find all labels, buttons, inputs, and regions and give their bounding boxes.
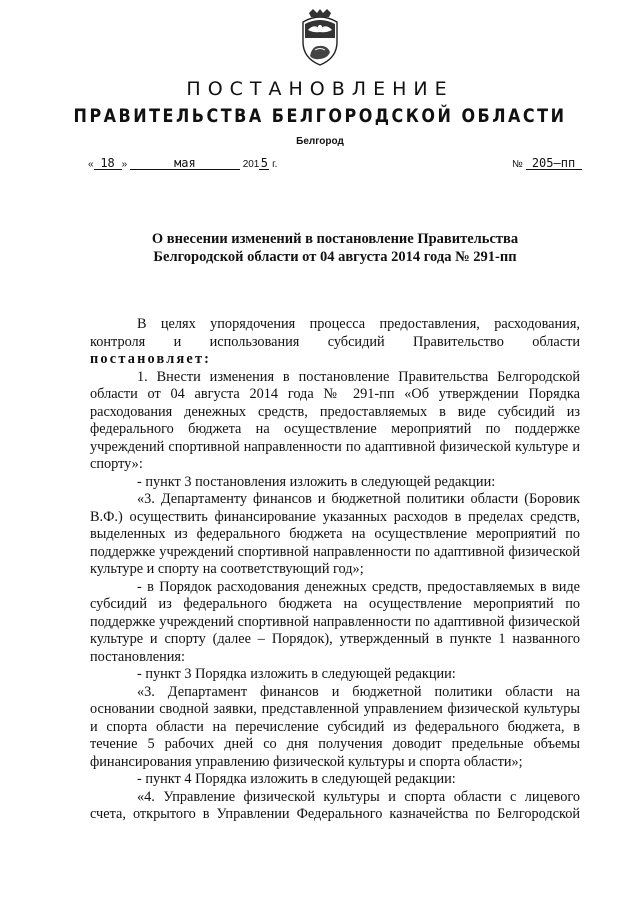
number-label: №	[512, 159, 523, 170]
paragraph-order-clause-3-intro: - пункт 3 Порядка изложить в следующей редакции:	[137, 666, 456, 682]
date-month: мая	[130, 158, 240, 170]
date-close-quote: »	[121, 159, 128, 170]
title-line-1: О внесении изменений в постановление Правительства	[151, 231, 519, 247]
document-date	[88, 158, 277, 170]
paragraph-preamble: В целях упорядочения процесса предоставления, расходования, контроля и использования субсидий Правительство области	[90, 316, 580, 350]
city-name: Белгород	[296, 136, 344, 147]
paragraph-clause-3-intro: - пункт 3 постановления изложить в следующей редакции:	[137, 473, 496, 490]
paragraph-order-clause-4-text: «4. Управление физической культуры и спорта области с лицевого счета, открытого в Управлении Федерального казначейства по Белгородской	[90, 788, 580, 822]
document-number	[512, 158, 582, 170]
number-value: 205–пп	[526, 158, 582, 170]
paragraph-clause-3-text: «3. Департаменту финансов и бюджетной политики области (Боровик В.Ф.) осуществить финансирование указанных расходов в пределах средств, выделенных из федерального бюджета на осуществление мероприятий по поддержке учреждений спортивной направленности по адаптивной физической культуре и спорту на соответствующий год»;	[90, 491, 580, 577]
date-day: 18	[94, 158, 122, 170]
paragraph-order-clause-3-text: «3. Департамент финансов и бюджетной политики области на основании сводной заявки, представленной управлением физической культуры и спорта области на перечисление субсидий из федерального бюджета, в течение 5 рабочих дней со дня получения доводит предельные объемы финансирования управлению физической культуры и спорта области»;	[90, 683, 580, 770]
paragraph-order-clause-4-intro: - пункт 4 Порядка изложить в следующей редакции:	[137, 771, 456, 787]
date-open-quote: «	[88, 159, 94, 170]
paragraph-item-1: 1. Внести изменения в постановление Правительства Белгородской области от 04 августа 2014 года № 291-пп «Об утверждении Порядка расходования денежных средств, предоставляемых в виде субсидий из федерального бюджета на осуществление мероприятий по поддержке учреждений спортивной направленности по адаптивной физической культуре и спорту»:	[90, 368, 580, 472]
document-title	[90, 230, 580, 266]
document-type: ПОСТАНОВЛЕНИЕ	[186, 78, 454, 100]
date-year-suffix: г.	[272, 159, 278, 170]
government-name: ПРАВИТЕЛЬСТВА БЕЛГОРОДСКОЙ ОБЛАСТИ	[73, 104, 567, 127]
date-year-prefix: 201	[242, 159, 260, 170]
paragraph-order-changes: - в Порядок расходования денежных средств, предоставляемых в виде субсидий из федерального бюджета на осуществление мероприятий по поддержке учреждений спортивной направленности по адаптивной физической культуре и спорту (далее – Порядок), утвержденный в пункте 1 названного постановления:	[90, 578, 580, 665]
date-year-digit: 5	[260, 156, 268, 170]
resolves-word: постановляет:	[90, 351, 212, 367]
coat-of-arms-emblem	[295, 8, 345, 68]
title-line-2: Белгородской области от 04 августа 2014 года № 291-пп	[153, 249, 517, 265]
document-body	[90, 316, 580, 824]
